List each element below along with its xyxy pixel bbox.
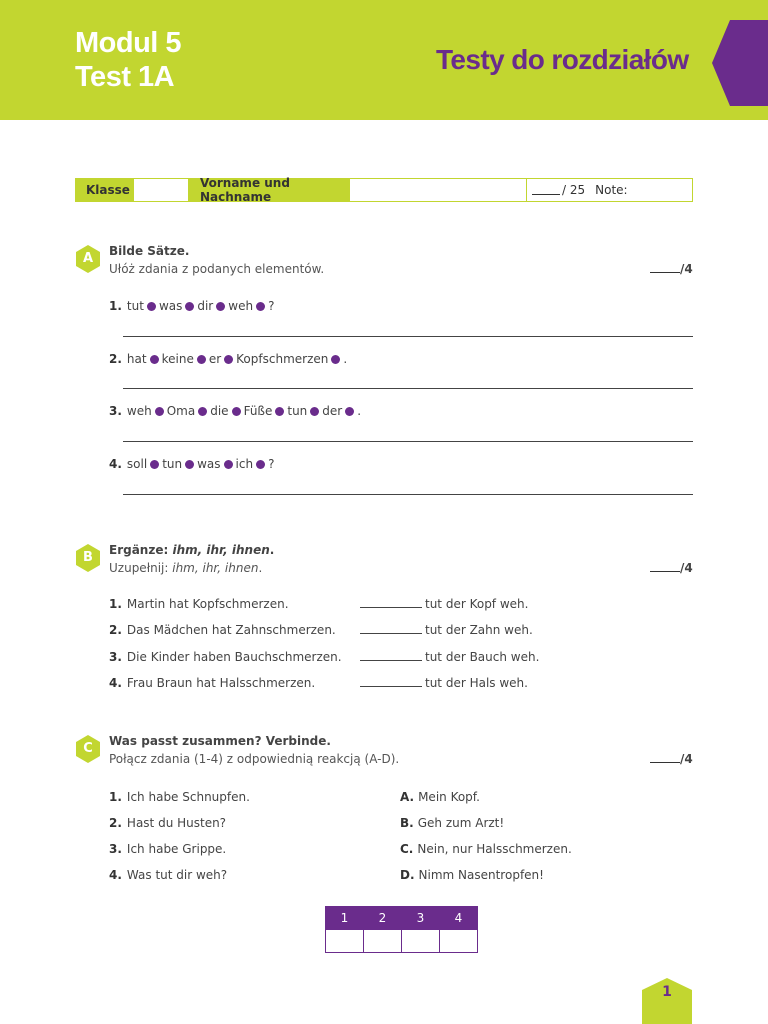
- separator-dot-icon: [256, 302, 265, 311]
- score-blank[interactable]: [650, 263, 680, 273]
- score-blank[interactable]: [650, 562, 680, 572]
- separator-dot-icon: [185, 460, 194, 469]
- test-number: Test 1A: [75, 61, 175, 93]
- section-b-completion: tut der Zahn weh.: [425, 623, 533, 637]
- separator-dot-icon: [216, 302, 225, 311]
- separator-dot-icon: [197, 355, 206, 364]
- word: weh: [228, 299, 254, 313]
- answer-cell[interactable]: [364, 930, 402, 953]
- note-label: Note:: [595, 183, 628, 197]
- answer-cell[interactable]: [440, 930, 478, 953]
- section-b-title: Ergänze: ihm, ihr, ihnen.: [109, 543, 275, 557]
- separator-dot-icon: [256, 460, 265, 469]
- section-a-item: 1. tut was dir weh ?: [109, 299, 275, 313]
- separator-dot-icon: [331, 355, 340, 364]
- word: dir: [197, 299, 214, 313]
- answer-line[interactable]: [123, 388, 693, 389]
- section-c-statement: 1. Ich habe Schnupfen.: [109, 790, 250, 804]
- separator-dot-icon: [185, 302, 194, 311]
- section-a-title: Bilde Sätze.: [109, 244, 190, 258]
- separator-dot-icon: [310, 407, 319, 416]
- word: tut: [126, 299, 144, 313]
- section-c-reaction: D. Nimm Nasentropfen!: [400, 868, 544, 882]
- klasse-field[interactable]: [133, 179, 188, 201]
- section-a-score: /4: [650, 262, 693, 276]
- word: soll: [126, 457, 148, 471]
- word: ich: [235, 457, 254, 471]
- score-total: / 25: [562, 183, 586, 197]
- section-a-item: 2. hat keine er Kopfschmerzen .: [109, 352, 348, 366]
- section-c-subtitle: Połącz zdania (1-4) z odpowiednią reakcją (A-D).: [109, 752, 400, 766]
- table-header: 1: [326, 907, 364, 930]
- word: was: [197, 457, 221, 471]
- table-header: 2: [364, 907, 402, 930]
- page-header: [0, 0, 768, 120]
- table-header: 4: [440, 907, 478, 930]
- word: was: [158, 299, 183, 313]
- page-number: 1: [662, 984, 672, 1000]
- section-c-score: /4: [650, 752, 693, 766]
- section-b-completion: tut der Bauch weh.: [425, 650, 540, 664]
- separator-dot-icon: [224, 355, 233, 364]
- gap-blank[interactable]: [360, 686, 422, 687]
- section-c-statement: 4. Was tut dir weh?: [109, 868, 228, 882]
- separator-dot-icon: [155, 407, 164, 416]
- section-b-item: 4. Frau Braun hat Halsschmerzen.: [109, 676, 316, 690]
- score-blank[interactable]: [532, 185, 560, 195]
- word: .: [343, 352, 348, 366]
- separator-dot-icon: [224, 460, 233, 469]
- section-c-statement: 3. Ich habe Grippe.: [109, 842, 227, 856]
- word: tun: [287, 404, 308, 418]
- section-c-marker: C: [76, 735, 100, 763]
- section-c-reaction: A. Mein Kopf.: [400, 790, 480, 804]
- answer-line[interactable]: [123, 441, 693, 442]
- word: er: [208, 352, 222, 366]
- answer-line[interactable]: [123, 494, 693, 495]
- section-b-marker: B: [76, 544, 100, 572]
- section-b-subtitle: Uzupełnij: ihm, ihr, ihnen.: [109, 561, 263, 575]
- separator-dot-icon: [345, 407, 354, 416]
- matching-answer-table: [325, 906, 478, 953]
- total-score: [526, 179, 692, 201]
- series-title: Testy do rozdziałów: [436, 44, 689, 75]
- word: keine: [161, 352, 194, 366]
- gap-blank[interactable]: [360, 607, 422, 608]
- separator-dot-icon: [150, 355, 159, 364]
- separator-dot-icon: [232, 407, 241, 416]
- name-label: Vorname und Nachname: [188, 179, 350, 201]
- word: der: [322, 404, 343, 418]
- word: die: [210, 404, 229, 418]
- section-b-completion: tut der Kopf weh.: [425, 597, 529, 611]
- name-field[interactable]: [350, 179, 526, 201]
- table-header: 3: [402, 907, 440, 930]
- gap-blank[interactable]: [360, 660, 422, 661]
- word: Füße: [243, 404, 273, 418]
- gap-blank[interactable]: [360, 633, 422, 634]
- word: weh: [126, 404, 152, 418]
- page-number-badge: [642, 978, 692, 1024]
- section-b-item: 1. Martin hat Kopfschmerzen.: [109, 597, 289, 611]
- answer-cell[interactable]: [326, 930, 364, 953]
- answer-cell[interactable]: [402, 930, 440, 953]
- section-c-reaction: C. Nein, nur Halsschmerzen.: [400, 842, 572, 856]
- word: Kopfschmerzen: [236, 352, 329, 366]
- separator-dot-icon: [147, 302, 156, 311]
- section-c-reaction: B. Geh zum Arzt!: [400, 816, 505, 830]
- separator-dot-icon: [198, 407, 207, 416]
- separator-dot-icon: [275, 407, 284, 416]
- section-c-title: Was passt zusammen? Verbinde.: [109, 734, 331, 748]
- word: tun: [162, 457, 183, 471]
- section-b-completion: tut der Hals weh.: [425, 676, 528, 690]
- hexagon-decoration-icon: [712, 20, 768, 106]
- section-a-item: 4. soll tun was ich ?: [109, 457, 275, 471]
- word: .: [357, 404, 362, 418]
- section-b-item: 2. Das Mädchen hat Zahnschmerzen.: [109, 623, 336, 637]
- word: hat: [126, 352, 147, 366]
- section-c-statement: 2. Hast du Husten?: [109, 816, 227, 830]
- word: ?: [268, 299, 275, 313]
- section-a-subtitle: Ułóż zdania z podanych elementów.: [109, 262, 325, 276]
- word: Oma: [166, 404, 196, 418]
- section-b-item: 3. Die Kinder haben Bauchschmerzen.: [109, 650, 342, 664]
- section-a-item: 3. weh Oma die Füße tun der .: [109, 404, 362, 418]
- section-b-score: /4: [650, 561, 693, 575]
- score-blank[interactable]: [650, 753, 680, 763]
- klasse-label: Klasse: [76, 179, 133, 201]
- section-a-marker: A: [76, 245, 100, 273]
- answer-line[interactable]: [123, 336, 693, 337]
- student-info-bar: [75, 178, 693, 202]
- module-title: [75, 26, 181, 94]
- module-number: Modul 5: [75, 27, 182, 59]
- word: ?: [268, 457, 275, 471]
- separator-dot-icon: [150, 460, 159, 469]
